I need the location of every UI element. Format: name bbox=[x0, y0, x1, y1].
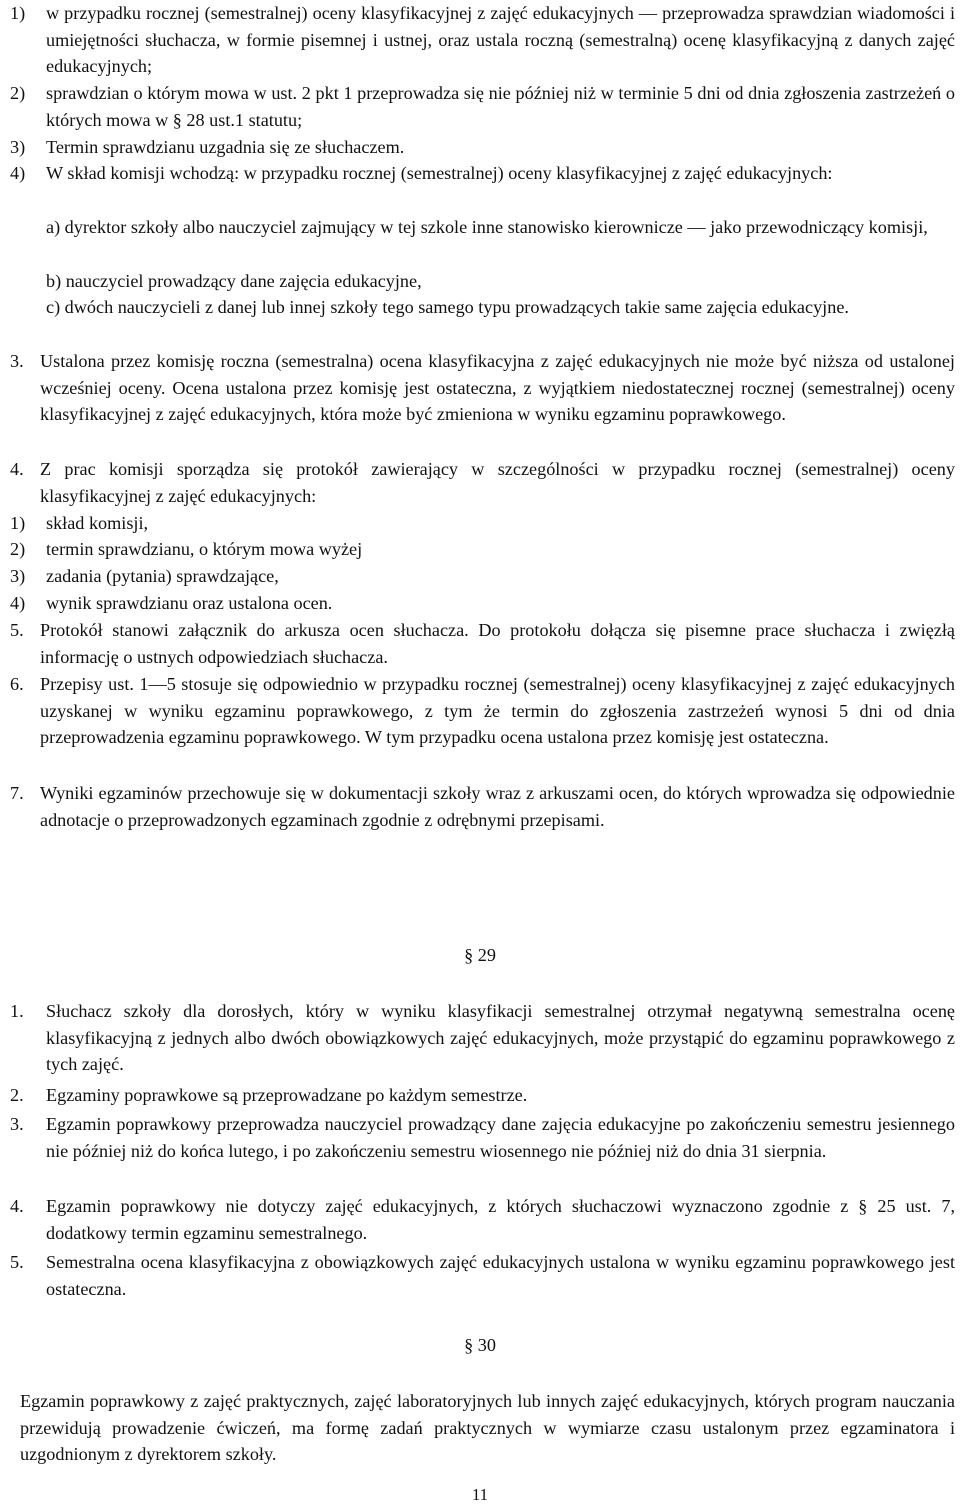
paragraph bbox=[20, 1388, 955, 1468]
item-number: 4) bbox=[10, 593, 26, 613]
list-item bbox=[10, 590, 955, 617]
item-number: 7. bbox=[10, 783, 24, 803]
page-number: 11 bbox=[471, 1485, 489, 1504]
sub-list-item bbox=[46, 294, 955, 321]
item-text: skład komisji, bbox=[46, 513, 149, 533]
list-item bbox=[10, 80, 955, 133]
item-text: Wyniki egzaminów przechowuje się w dokumentacji szkoły wraz z arkuszami ocen, do których wprowadza się odpowiednie adnotacje o przeprowadzonych egzaminach zgodnie z odrębnymi przepisami. bbox=[40, 783, 955, 830]
item-number: 3) bbox=[10, 566, 26, 586]
item-number: 4. bbox=[10, 459, 24, 479]
item-text: zadania (pytania) sprawdzające, bbox=[46, 566, 279, 586]
sub-list-item bbox=[46, 214, 955, 241]
list-item bbox=[10, 348, 955, 428]
list-item bbox=[10, 780, 955, 833]
item-text: Z prac komisji sporządza się protokół zawierający w szczególności w przypadku rocznej (semestralnej) oceny klasyfikacyjnej z zajęć edukacyjnych: bbox=[40, 459, 955, 506]
item-text: Egzaminy poprawkowe są przeprowadzane po każdym semestrze. bbox=[46, 1085, 528, 1105]
list-item bbox=[10, 0, 955, 80]
item-text: sprawdzian o którym mowa w ust. 2 pkt 1 przeprowadza się nie później niż w terminie 5 dni od dnia zgłoszenia zastrzeżeń o których mowa w § 28 ust.1 statutu; bbox=[46, 83, 955, 130]
item-number: 4. bbox=[10, 1196, 24, 1216]
list-item bbox=[10, 134, 955, 161]
item-number: 3. bbox=[10, 1114, 24, 1134]
item-number: 2) bbox=[10, 83, 26, 103]
item-number: 1) bbox=[10, 513, 26, 533]
list-item bbox=[10, 456, 955, 509]
list-item bbox=[10, 563, 955, 590]
item-text: termin sprawdzianu, o którym mowa wyżej bbox=[46, 539, 363, 559]
list-item bbox=[10, 1111, 955, 1164]
item-text: Termin sprawdzianu uzgadnia się ze słuchaczem. bbox=[46, 137, 405, 157]
item-text: a) dyrektor szkoły albo nauczyciel zajmujący w tej szkole inne stanowisko kierownicze ― jako przewodniczący komisji, bbox=[46, 217, 928, 237]
list-item bbox=[10, 1193, 955, 1246]
item-number: 2. bbox=[10, 1085, 24, 1105]
item-text: Semestralna ocena klasyfikacyjna z obowiązkowych zajęć edukacyjnych ustalona w wyniku egzaminu poprawkowego jest ostateczna. bbox=[46, 1252, 955, 1299]
item-number: 5. bbox=[10, 620, 24, 640]
list-item bbox=[10, 1082, 955, 1109]
list-item bbox=[10, 160, 955, 187]
item-number: 3) bbox=[10, 137, 26, 157]
item-number: 4) bbox=[10, 163, 26, 183]
item-number: 1. bbox=[10, 1001, 24, 1021]
item-number: 2) bbox=[10, 539, 26, 559]
item-text: wynik sprawdzianu oraz ustalona ocen. bbox=[46, 593, 333, 613]
list-item bbox=[10, 671, 955, 751]
item-number: 1) bbox=[10, 3, 26, 23]
list-item bbox=[10, 998, 955, 1078]
item-number: 3. bbox=[10, 351, 24, 371]
item-text: Słuchacz szkoły dla dorosłych, który w wyniku klasyfikacji semestralnej otrzymał negatywną semestralna ocenę klasyfikacyjną z jednych albo dwóch obowiązkowych zajęć edukacyjnych, może przystąpić do egzaminu poprawkowego z tych zajęć. bbox=[46, 1001, 955, 1075]
item-text: Przepisy ust. 1―5 stosuje się odpowiednio w przypadku rocznej (semestralnej) oceny klasyfikacyjnej z zajęć edukacyjnych uzyskanej w wyniku egzaminu poprawkowego, z tym że termin do zgłoszenia zastrzeżeń wynosi 5 dni od dnia przeprowadzenia egzaminu poprawkowego. W tym przypadku ocena ustalona przez komisję jest ostateczna. bbox=[40, 674, 955, 748]
item-number: 6. bbox=[10, 674, 24, 694]
item-text: Egzamin poprawkowy nie dotyczy zajęć edukacyjnych, z których słuchaczowi wyznaczono zgodnie z § 25 ust. 7, dodatkowy termin egzaminu semestralnego. bbox=[46, 1196, 955, 1243]
item-text: b) nauczyciel prowadzący dane zajęcia edukacyjne, bbox=[46, 271, 422, 291]
list-item bbox=[10, 1249, 955, 1302]
item-text: Ustalona przez komisję roczna (semestralna) ocena klasyfikacyjna z zajęć edukacyjnych nie może być niższa od ustalonej wcześniej oceny. Ocena ustalona przez komisję jest ostateczna, z wyjątkiem niedostatecznej rocznej (semestralnej) oceny klasyfikacyjnej z zajęć edukacyjnych, która może być zmieniona w wyniku egzaminu poprawkowego. bbox=[40, 351, 955, 425]
section-heading: § 30 bbox=[464, 1335, 496, 1355]
paragraph-text: Egzamin poprawkowy z zajęć praktycznych, zajęć laboratoryjnych lub innych zajęć edukacyjnych, których program nauczania przewidują prowadzenie ćwiczeń, ma formę zadań praktycznych w wymiarze czasu ustalonym przez egzaminatora i uzgodnionym z dyrektorem szkoły. bbox=[20, 1391, 955, 1465]
section-heading: § 29 bbox=[464, 945, 496, 965]
sub-list-item bbox=[46, 268, 955, 295]
item-text: W skład komisji wchodzą: w przypadku rocznej (semestralnej) oceny klasyfikacyjnej z zajęć edukacyjnych: bbox=[46, 163, 833, 183]
item-text: Egzamin poprawkowy przeprowadza nauczyciel prowadzący dane zajęcia edukacyjne po zakończeniu semestru jesiennego nie później niż do końca lutego, i po zakończeniu semestru wiosennego nie później niż do dnia 31 sierpnia. bbox=[46, 1114, 955, 1161]
list-item bbox=[10, 510, 955, 537]
item-text: Protokół stanowi załącznik do arkusza ocen słuchacza. Do protokołu dołącza się pisemne prace słuchacza i zwięzłą informację o ustnych odpowiedziach słuchacza. bbox=[40, 620, 955, 667]
item-number: 5. bbox=[10, 1252, 24, 1272]
item-text: c) dwóch nauczycieli z danej lub innej szkoły tego samego typu prowadzących takie same zajęcia edukacyjne. bbox=[46, 297, 849, 317]
list-item bbox=[10, 536, 955, 563]
list-item bbox=[10, 617, 955, 670]
item-text: w przypadku rocznej (semestralnej) oceny klasyfikacyjnej z zajęć edukacyjnych ― przeprowadza sprawdzian wiadomości i umiejętności słuchacza, w formie pisemnej i ustnej, oraz ustala roczną (semestralną) ocenę klasyfikacyjną z danych zajęć edukacyjnych; bbox=[46, 3, 955, 77]
